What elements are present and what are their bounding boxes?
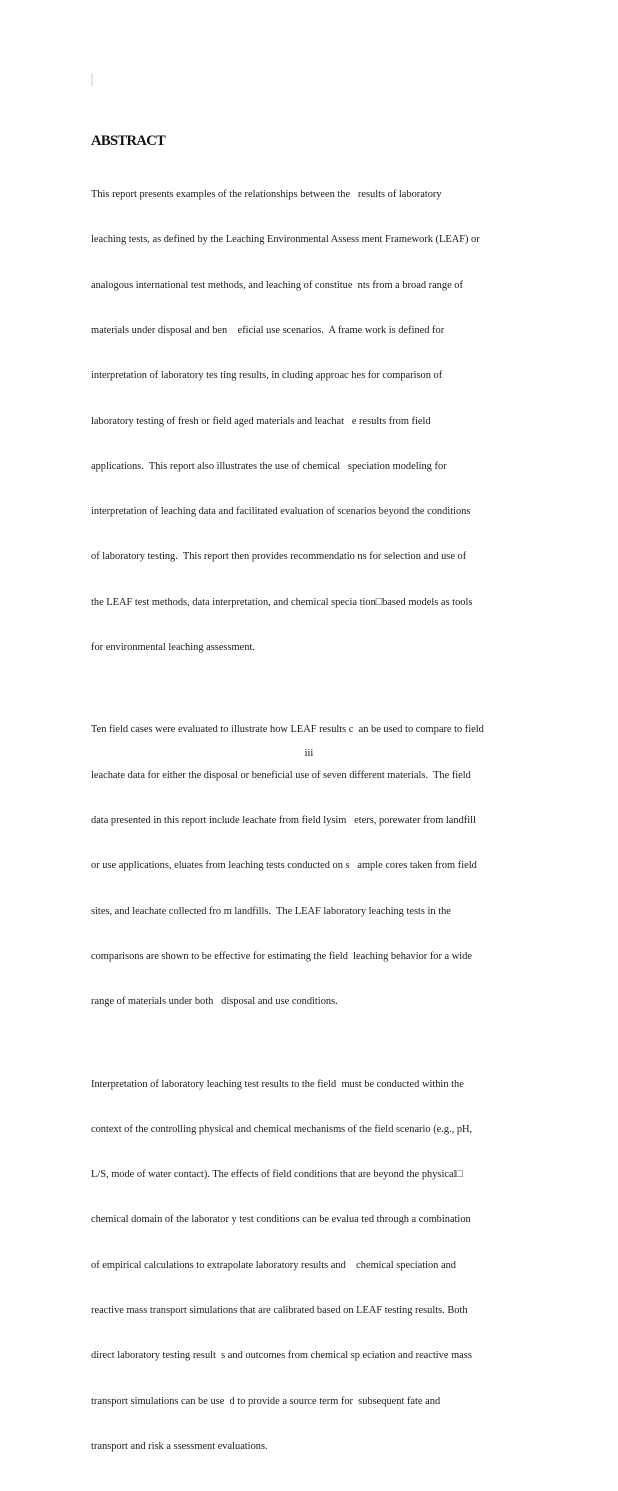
text-line: materials under disposal and ben eficial use scenarios. A frame work is defined for — [91, 325, 445, 337]
text-line: chemical domain of the laborator y test conditions can be evalua ted through a combination — [91, 1214, 471, 1226]
text-line: leachate data for either the disposal or beneficial use of seven different materials. The field — [91, 769, 471, 781]
text-line: data presented in this report include leachate from field lysim eters, porewater from landfill — [91, 815, 476, 827]
text-line: transport and risk a ssessment evaluations. — [91, 1440, 268, 1452]
abstract-paragraph-3 — [91, 1046, 523, 1484]
text-line: interpretation of leaching data and facilitated evaluation of scenarios beyond the conditions — [91, 506, 471, 518]
text-line: for environmental leaching assessment. — [91, 642, 255, 653]
abstract-paragraph-2 — [91, 692, 523, 1039]
page-corner-mark — [91, 73, 93, 86]
text-line: laboratory testing of fresh or field aged materials and leachat e results from field — [91, 415, 431, 427]
abstract-body — [91, 157, 523, 1491]
text-line: the LEAF test methods, data interpretation, and chemical specia tion□based models as tools — [91, 596, 473, 608]
abstract-heading: ABSTRACT — [91, 133, 166, 149]
text-line: direct laboratory testing result s and outcomes from chemical sp eciation and reactive mass — [91, 1350, 472, 1362]
page-number: iii — [304, 748, 314, 759]
text-line: L/S, mode of water contact). The effects of field conditions that are beyond the physical□ — [91, 1169, 463, 1181]
text-line: of empirical calculations to extrapolate laboratory results and chemical speciation and — [91, 1259, 456, 1271]
text-line: Interpretation of laboratory leaching test results to the field must be conducted within the — [91, 1078, 464, 1090]
text-line: interpretation of laboratory tes ting results, in cluding approac hes for comparison of — [91, 370, 443, 382]
text-line: Ten field cases were evaluated to illustrate how LEAF results c an be used to compare to field — [91, 724, 484, 736]
text-line: analogous international test methods, and leaching of constitue nts from a broad range of — [91, 279, 463, 291]
text-line: sites, and leachate collected fro m landfills. The LEAF laboratory leaching tests in the — [91, 905, 451, 917]
text-line: transport simulations can be use d to provide a source term for subsequent fate and — [91, 1395, 441, 1407]
text-line: leaching tests, as defined by the Leaching Environmental Assess ment Framework (LEAF) or — [91, 234, 480, 246]
text-line: reactive mass transport simulations that are calibrated based on LEAF testing results. Both — [91, 1305, 468, 1317]
text-line: comparisons are shown to be effective for estimating the field leaching behavior for a wide — [91, 950, 472, 962]
abstract-paragraph-1 — [91, 157, 523, 685]
text-line: context of the controlling physical and chemical mechanisms of the field scenario (e.g., pH, — [91, 1123, 473, 1135]
text-line: This report presents examples of the relationships between the results of laboratory — [91, 189, 442, 201]
text-line: of laboratory testing. This report then provides recommendatio ns for selection and use of — [91, 551, 467, 563]
text-line: applications. This report also illustrates the use of chemical speciation modeling for — [91, 460, 447, 472]
text-line: or use applications, eluates from leaching tests conducted on s ample cores taken from field — [91, 860, 477, 872]
text-line: range of materials under both disposal and use conditions. — [91, 996, 338, 1008]
